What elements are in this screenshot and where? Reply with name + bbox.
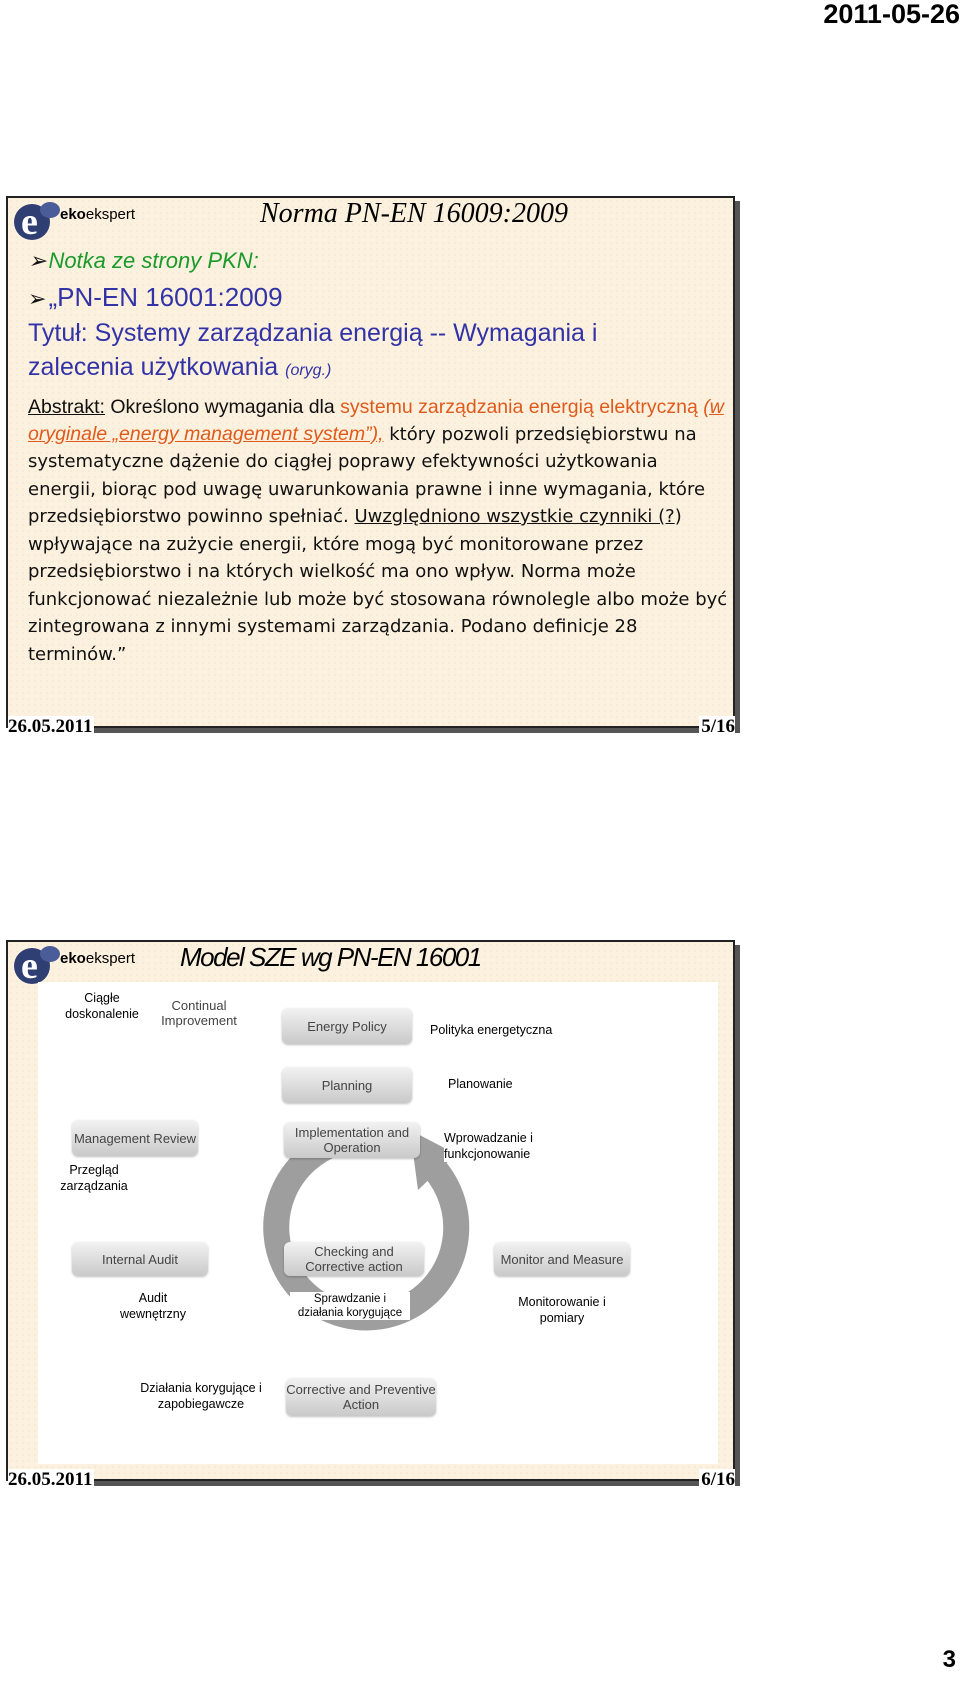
arrow-bullet-icon: ➢ [28, 286, 47, 311]
label-monitorowanie: Monitorowanie i pomiary [502, 1294, 622, 1326]
ekoekspert-logo [12, 944, 152, 986]
energy-management-diagram [38, 982, 718, 1464]
heading-title-line2: zalecenia użytkowania [28, 353, 279, 381]
implementation-box: Implementation and Operation [284, 1122, 420, 1158]
management-review-box: Management Review [72, 1120, 198, 1156]
note-line [28, 248, 259, 274]
heading-title-line1: Tytuł: Systemy zarządzania energią -- Wymagania i [28, 319, 598, 347]
arrow-bullet-icon: ➢ [28, 248, 47, 273]
label-dzialania: Działania korygujące i zapobiegawcze [128, 1380, 274, 1412]
abstract-highlight: systemu zarządzania energią elektryczną [340, 396, 698, 418]
label-planowanie: Planowanie [448, 1076, 548, 1092]
brand-suffix: ekspert [85, 206, 136, 223]
abstract-part1: Określono wymagania dla [104, 396, 341, 418]
checking-box: Checking and Corrective action [284, 1242, 424, 1276]
brand-suffix: ekspert [85, 950, 136, 967]
monitor-box: Monitor and Measure [494, 1242, 630, 1276]
header-date: 2011-05-26 [823, 0, 960, 29]
slide-5 [6, 196, 735, 737]
abstract-part3: ) wpływające na zużycie energii, które mogą być monitorowane przez przedsiębiorstwo i na których wielkość ma ono wpływ. Norma może funkcjonować niezależnie lub może być stosowana równolegle albo może być zintegrowana z innymi systemami zarządzania. Podano definicje 28 terminów.” [28, 506, 728, 665]
label-polityka-energetyczna: Polityka energetyczna [430, 1022, 590, 1038]
abstract-part2: który pozwoli przedsiębiorstwu na systematyczne dążenie do ciągłej poprawy efektywności użytkowania energii, biorąc pod uwagę uwarunkowania prawne i inne wymagania, które przedsiębiorstwo powinno spełniać. [28, 423, 706, 527]
label-przeglad-zarzadzania: Przegląd zarządzania [44, 1162, 144, 1194]
slide-6 [6, 940, 735, 1490]
abstract-original-term: (w oryginale „energy management system”), [28, 396, 724, 445]
brand-prefix: eko [60, 206, 86, 223]
ekoekspert-logo [12, 200, 152, 242]
slide-title: Norma PN-EN 16009:2009 [260, 198, 568, 229]
internal-audit-box: Internal Audit [72, 1242, 208, 1276]
planning-box: Planning [282, 1067, 412, 1103]
label-audit-wewnetrzny: Audit wewnętrzny [108, 1290, 198, 1322]
standard-heading [28, 280, 728, 388]
heading-oryg: (oryg.) [285, 362, 332, 379]
standard-number: „PN-EN 16001:2009 [48, 282, 283, 312]
slide-footer-date: 26.05.2011 [8, 1469, 93, 1490]
slide-title: Model SZE wg PN-EN 16001 [180, 942, 481, 972]
page-number: 3 [942, 1646, 956, 1673]
continual-improvement-text: Continual Improvement [161, 998, 237, 1028]
slide-footer-date: 26.05.2011 [8, 716, 93, 737]
abstract-paragraph [28, 394, 728, 668]
label-wprowadzanie: Wprowadzanie i funkcjonowanie [444, 1130, 558, 1162]
energy-policy-box: Energy Policy [282, 1008, 412, 1044]
slide-footer-page: 5/16 [701, 716, 735, 737]
brand-prefix: eko [60, 950, 86, 967]
slide-footer-page: 6/16 [701, 1469, 735, 1490]
note-text: Notka ze strony PKN: [48, 248, 259, 273]
logo-e-icon [12, 198, 62, 242]
label-sprawdzanie: Sprawdzanie i działania korygujące [290, 1292, 410, 1320]
label-ciagle-doskonalenie: Ciągłe doskonalenie [52, 990, 152, 1022]
abstract-underlined: Uwzględniono wszystkie czynniki (? [354, 506, 675, 527]
corrective-box: Corrective and Preventive Action [286, 1378, 436, 1416]
svg-text:e: e [21, 945, 38, 986]
abstract-label: Abstrakt: [28, 396, 105, 418]
svg-text:e: e [21, 201, 38, 242]
logo-e-icon [12, 942, 62, 986]
